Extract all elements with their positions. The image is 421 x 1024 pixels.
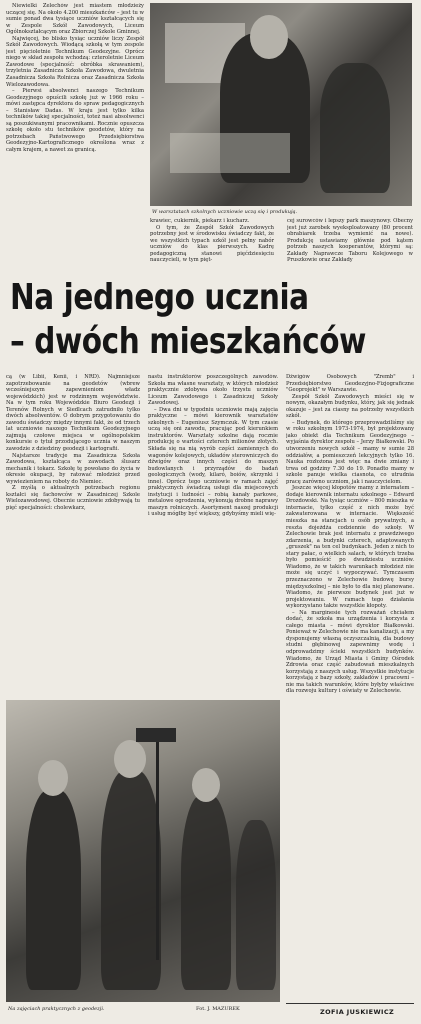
article-column bbox=[148, 374, 278, 692]
article-column bbox=[6, 374, 140, 614]
article-column bbox=[287, 218, 413, 274]
article-column bbox=[150, 218, 274, 274]
paragraph: Zespół Szkół Zawodowych mieści się w nowym, okazałym budynku, który, jak się jednak okazuje – jest za ciasny na potrzeby wszystkich szkół. bbox=[286, 393, 414, 420]
paragraph: krawiec, cukiernik, piekarz i kucharz. bbox=[150, 218, 250, 224]
paragraph: Dźwigów Osobowych "Zremb" i Przedsiębiorstwo Geodezyjno-Fizjograficzne "Geoprojekt" w Warszawie. bbox=[286, 374, 414, 394]
article-headline bbox=[10, 276, 366, 364]
headline-line: – dwóch mieszkańców bbox=[10, 321, 366, 362]
article-intro-column bbox=[6, 3, 144, 227]
paragraph: – Budynek, do którego przeprowadziliśmy się w roku szkolnym 1973-1974, był projektowany jako obiekt dla Technikum Geodezyjnego – wyjaśnia dyrektor zespołu – Jerzy Białkowski. Po utworzeniu nowych szkół – mamy w sumie 28 oddziałów, a pomieszczeń lekcyjnych tylko 16. Nauka rozłożona jest więc na dwie zmiany i trwa od godziny 7.30 do 19. Ponadto mamy w szkole panuje wielka ciasnota, co utrudnia pracę zarówno uczniom, jak i nauczycielom. bbox=[286, 419, 414, 485]
paragraph: Z myślą o aktualnych potrzebach regionu kształci się fachowców w Zasadniczej Szkole Wielozawodowej. Obecnie uczniowie zdobywają tu pięć specjalności: cholewkarz, bbox=[6, 485, 140, 511]
photo-caption: Na zajęciach praktycznych z geodezji. bbox=[8, 1006, 105, 1012]
paragraph: Niewielki Zelechów jest miastem młodzieży uczącej się. Na około 4.200 mieszkańców – jest tu w sumie ponad dwa tysiące uczniów kształcących się w Zespole Szkół Zawodowych, Liceum Ogólnokształcącym oraz Zbiorczej Szkole Gminnej. bbox=[6, 3, 144, 36]
paragraph: Najwięcej, bo blisko tysiąc uczniów liczy Zespół Szkół Zawodowych. Wiodącą szkołą w tym zespole jest pięcioletnie Technikum Geodezyjne. Oprócz niego w skład zespołu wchodzą: czteroletnie Liceum Zawodowe (specjalność: obróbka skrawaniem), trzyletnia Zasadnicza Szkoła Zawodowa, dwuletnia Zasadnicza Szkoła Rolnicza oraz Zasadnicza Szkoła Wielozawodowa. bbox=[6, 35, 144, 88]
paragraph: cą (w Libii, Kenii, i NRD). Najmniejsze zapotrzebowanie na geodetów (wbrew wcześniejszym zapewnieniom władz wojewódzkich) jest w rodzinnym województwie. Na w tym roku Wojewódzkie Biuro Geodezji i Terenów Rolnych w Siedlcach zatrudniło tylko dwóch absolwentów. O dobrym przygotowaniu do zawodu świadczy między innymi fakt, że od trzech lat uczniowie naszego Technikum Geodezyjnego zajmują czołowe miejsca w ogólnopolskim konkursie o tytuł przodującego ucznia w naszym zawodzie z dziedziny geodezji i kartografii. bbox=[6, 374, 140, 453]
paragraph: – Na marginesie tych rozważań chciałem dodać, że szkoła ma urządzenia i korzysta z całego miasta – mówi dyrektor Białkowski. Ponieważ w Zelechowie nie ma kanalizacji, a my dysponujemy własną oczyszczalnią, dla budowy studni głębinowej zapewnimy wodę i odprowadzimy ścieki wszystkich budynków. Wiadomo, że Urząd Miasta i Gminy Ośrodek Zdrowia oraz część zabudowań mieszkalnych korzystają z naszych usług. Wszystkie instytucje korzystają z bazy szkoły, zakładów i pracowni – nie ma takich warunków, które byłyby właściwe dla rozwoju kultury i oświaty w Zelechowie. bbox=[286, 609, 414, 695]
paragraph: Najstarsze tradycje ma Zasadnicza Szkoła Zawodowa, kształcąca w zawodach ślusarz mechanik i tokarz. Szkołę tę powołano do życia w okresie okupacji, by ratować młodzież przed wywiezieniem na roboty do Niemiec. bbox=[6, 452, 140, 485]
geodesy-class-photo bbox=[6, 700, 280, 1002]
headline-line: Na jednego ucznia bbox=[10, 277, 309, 318]
paragraph: cej surowców i lepszy park maszynowy. Obecny jest już zarobek wyeksploatowany (80 procent obrabiarek trzeba wymienić na nowe). Produkcję ustawiamy głównie pod kątem potrzeb naszych kooperantów, którymi są: Zakłady Naprawcze Taboru Kolejowego w Pruszkowie oraz Zakłady bbox=[287, 218, 413, 264]
byline-rule bbox=[286, 1003, 414, 1004]
article-column bbox=[286, 374, 414, 1004]
author-byline: ZOFIA JUSKIEWICZ bbox=[320, 1008, 395, 1016]
paragraph: O tym, że Zespół Szkół Zawodowych potrzebny jest w środowisku świadczy fakt, że we wszystkich typach szkół jest pełny nabór uczniów do klas pierwszych. Kadrę pedagogiczną stanowi pięćdziesięciu nauczycieli, w tym pięt- bbox=[150, 224, 274, 264]
paragraph: nastu instruktorów poszczególnych zawodów. Szkoła ma własne warsztaty, w których młodzież praktycznie zdobywa około trzystu uczniów Liceum Zawodowego i Zasadniczej Szkoły Zawodowej. bbox=[148, 374, 278, 407]
photo-caption: W warsztatach szkolnych uczniowie uczą się i produkują. bbox=[152, 209, 298, 215]
photo-credit: Fot. J. MAZUREK bbox=[196, 1006, 240, 1012]
paragraph: Jeszcze więcej kłopotów mamy z internatem – dodaje kierownik internatu szkolnego – Edward Drozdowski. Na tysiąc uczniów – 800 mieszka w internacie, tylko część z nich może być zakwaterowana w internacie. Większość mieszka na stancjach u osób prywatnych, a reszta dojeżdża codziennie do szkoły. W Zelechowie brak jest internatu z prawdziwego zdarzenia, a budynki czterech, adaptowanych „gruszek" na ten cel budynkach. Jeden z nich to stary pałac, o wielkich salach, w których trzeba było pomieścić po dwudziestu uczniów. Wiadomo, że w takich warunkach młodzież nie może się uczyć i wypoczywać. Tymczasem przeznaczono w Zelechowie budowę bursy międzyszkolnej – nie było to dla niej planowane. Wiadomo, że pierwsze budynek jest już w projektowaniu. W ramach tego działania wykorzystano także wszystkie kłopoty. bbox=[286, 485, 414, 610]
paragraph: – Pierwsi absolwenci naszego Technikum Geodezyjnego opuścili szkołę już w 1966 roku – mówi zastępca dyrektora do spraw pedagogicznych – Stanisław Dadas. W kraju jest tylko kilka techników takiej specjalności, toteż nasi absolwenci są poszukiwanymi pracownikami. Rocznie opuszcza szkołę około stu techników geodetów, który na potrzebach Państwowego Przedsiębiorstwa Geodezyjno-Kartograficznego określona wraz z całym krajem, a nawet za granicą. bbox=[6, 88, 144, 154]
paragraph: – Dwa dni w tygodniu uczniowie mają zajęcia praktyczne – mówi kierownik warsztatów szkolnych – Eugeniusz Szymczuk. W tym czasie uczą się oni zawodu, pracując pod kierunkiem instruktorów. Warsztaty szkolne dają rocznie produkcję o wartości czterech milionów złotych. Składa się na nią wyrób części zamiennych do wagonów kolejowych, układów sterowniczych do dźwigów oraz innych części do maszyn budowlanych i przyrządów do badań geologicznych (wody, kilaró, boiów, skrzynki i inne). Oprócz tego uczniowie w ramach zajęć praktycznych świadczą usługi dla miejscowych instytucji i ludności – robią kanały parkowe, metalowe ogrodzenia, wykonują drobne naprawy maszyn rolniczych. Asortyment naszej produkcji i usług mógłby być większy, gdybyśmy mieli wię- bbox=[148, 406, 278, 518]
workshop-photo bbox=[150, 3, 412, 206]
